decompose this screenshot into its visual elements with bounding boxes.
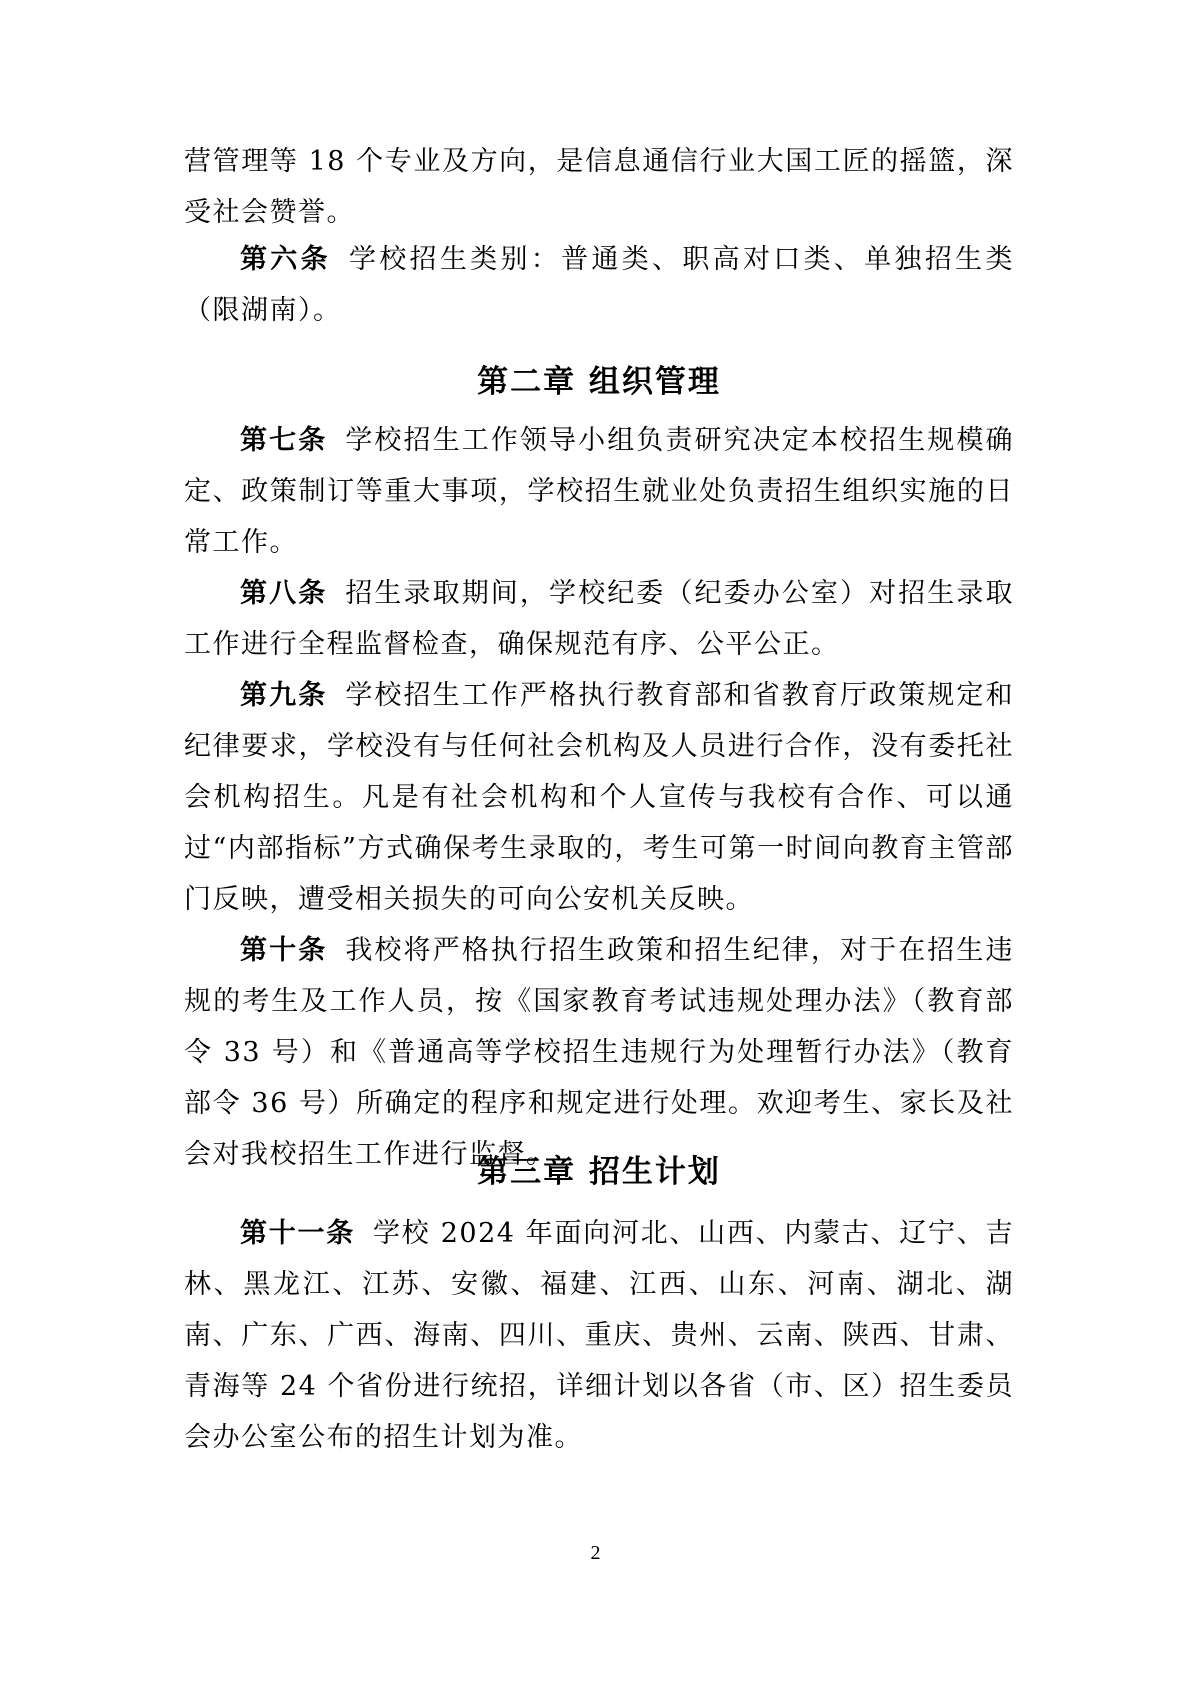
- chapter-title: 第二章 组织管理: [477, 364, 721, 400]
- chapter-title: 第三章 招生计划: [477, 1154, 721, 1190]
- article-7: [184, 415, 1014, 568]
- page-number: 2: [590, 1542, 601, 1564]
- chapter-heading-3: [184, 1146, 1014, 1191]
- article-11: [184, 1208, 1014, 1463]
- article-6: [184, 234, 1014, 336]
- article-text: 学校招生工作领导小组负责研究决定本校招生规模确定、政策制订等重大事项，学校招生就业处负责招生组织实施的日常工作。: [184, 425, 1015, 558]
- continued-paragraph: [184, 136, 1014, 238]
- article-title: 第九条: [240, 680, 328, 711]
- article-10: [184, 925, 1014, 1180]
- article-text: 学校 2024 年面向河北、山西、内蒙古、辽宁、吉林、黑龙江、江苏、安徽、福建、江西、山东、河南、湖北、湖南、广东、广西、海南、四川、重庆、贵州、云南、陕西、甘肃、青海等 24 个省份进行统招，详细计划以各省（市、区）招生委员会办公室公布的招生计划为准。: [184, 1218, 1014, 1453]
- article-title: 第十条: [240, 935, 328, 966]
- article-title: 第六条: [240, 244, 331, 275]
- article-title: 第十一条: [240, 1218, 355, 1249]
- article-title: 第八条: [240, 578, 328, 609]
- article-9: [184, 670, 1014, 925]
- article-title: 第七条: [240, 425, 328, 456]
- chapter-heading-2: [184, 356, 1014, 401]
- paragraph-text: 营管理等 18 个专业及方向，是信息通信行业大国工匠的摇篮，深受社会赞誉。: [184, 146, 1014, 228]
- article-text: 学校招生工作严格执行教育部和省教育厅政策规定和纪律要求，学校没有与任何社会机构及人员进行合作，没有委托社会机构招生。凡是有社会机构和个人宣传与我校有合作、可以通过“内部指标”方式确保考生录取的，考生可第一时间向教育主管部门反映，遭受相关损失的可向公安机关反映。: [184, 680, 1015, 915]
- article-text: 学校招生类别：普通类、职高对口类、单独招生类（限湖南）。: [184, 244, 1014, 326]
- article-text: 我校将严格执行招生政策和招生纪律，对于在招生违规的考生及工作人员，按《国家教育考试违规处理办法》（教育部令 33 号）和《普通高等学校招生违规行为处理暂行办法》（教育部令 36 号）所确定的程序和规定进行处理。欢迎考生、家长及社会对我校招生工作进行监督。: [184, 935, 1015, 1170]
- article-text: 招生录取期间，学校纪委（纪委办公室）对招生录取工作进行全程监督检查，确保规范有序、公平公正。: [184, 578, 1015, 660]
- article-8: [184, 568, 1014, 670]
